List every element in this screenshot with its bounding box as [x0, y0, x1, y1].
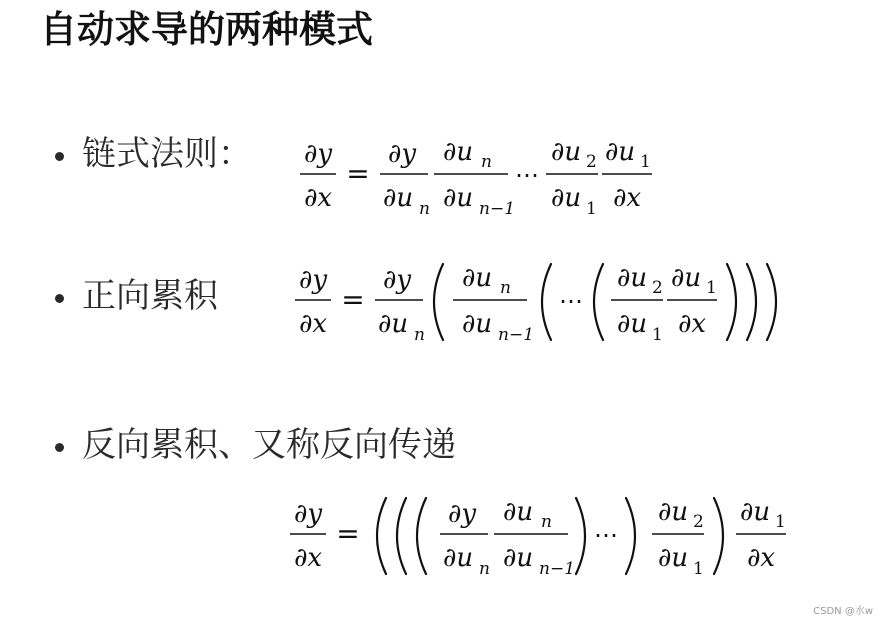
formula-sub-n-minus-1: n−1: [479, 199, 516, 219]
formula-forward-accumulation: [295, 258, 795, 348]
formula-sub-n-minus-1: n−1: [539, 559, 576, 579]
parenthesis: [576, 498, 585, 574]
formula-dx: ∂x: [293, 543, 323, 573]
formula-du: ∂u: [739, 497, 771, 527]
bullet-reverse-accumulation: [55, 443, 64, 452]
formula-du: ∂u: [657, 543, 689, 573]
formula-sub-n: n: [481, 152, 492, 172]
formula-sub-1: 1: [706, 278, 717, 298]
formula-du: ∂u: [461, 263, 493, 293]
formula-dx: ∂x: [612, 183, 642, 213]
formula-sub-n: n: [419, 199, 430, 219]
formula-du: ∂u: [550, 183, 582, 213]
formula-du: ∂u: [502, 497, 534, 527]
parenthesis: [714, 498, 723, 574]
formula-du: ∂u: [442, 183, 474, 213]
formula-sub-n: n: [414, 325, 425, 345]
bullet-chain-rule: [55, 152, 64, 161]
formula-chain-rule: [300, 132, 660, 217]
formula-dy: ∂y: [387, 139, 417, 169]
formula-dx: ∂x: [746, 543, 776, 573]
parenthesis: [434, 264, 443, 340]
formula-du: ∂u: [670, 263, 702, 293]
formula-du: ∂u: [502, 543, 534, 573]
formula-sub-1: 1: [775, 512, 786, 532]
formula-sub-1: 1: [586, 199, 597, 219]
formula-sub-n: n: [500, 278, 511, 298]
parenthesis: [594, 264, 603, 340]
formula-sub-2: 2: [652, 278, 663, 298]
formula-sub-n: n: [479, 559, 490, 579]
equals-sign: =: [346, 157, 370, 190]
label-forward-accumulation: 正向累积: [82, 276, 218, 316]
frac-dy-numerator: ∂y: [303, 139, 333, 169]
formula-dy: ∂y: [298, 265, 328, 295]
formula-du: ∂u: [604, 137, 636, 167]
formula-du: ∂u: [550, 137, 582, 167]
label-reverse-accumulation: 反向累积、又称反向传递: [82, 425, 456, 465]
label-chain-rule: 链式法则：: [82, 134, 252, 174]
formula-du: ∂u: [461, 309, 493, 339]
watermark: CSDN @水w: [813, 606, 873, 617]
formula-eq: =: [336, 517, 360, 550]
formula-sub-n-minus-1: n−1: [498, 325, 535, 345]
formula-du: ∂u: [382, 183, 414, 213]
formula-sub-2: 2: [586, 152, 597, 172]
formula-du: ∂u: [442, 137, 474, 167]
formula-dy: ∂y: [447, 499, 477, 529]
bullet-forward-accumulation: [55, 294, 64, 303]
ellipsis: ⋯: [515, 161, 539, 189]
parenthesis: [417, 498, 426, 574]
formula-sub-1: 1: [640, 152, 651, 172]
formula-dy: ∂y: [382, 265, 412, 295]
parenthesis: [767, 264, 776, 340]
formula-reverse-accumulation: [290, 492, 790, 582]
parenthesis: [626, 498, 635, 574]
formula-du: ∂u: [442, 543, 474, 573]
parenthesis: [397, 498, 406, 574]
parenthesis: [747, 264, 756, 340]
formula-dots: ⋯: [594, 521, 618, 549]
formula-du: ∂u: [616, 263, 648, 293]
parenthesis: [727, 264, 736, 340]
formula-dx: ∂x: [677, 309, 707, 339]
formula-sub-1: 1: [693, 559, 704, 579]
formula-sub-n: n: [541, 512, 552, 532]
formula-dy: ∂y: [293, 499, 323, 529]
parenthesis: [377, 498, 386, 574]
formula-du: ∂u: [377, 309, 409, 339]
formula-du: ∂u: [657, 497, 689, 527]
page-title: 自动求导的两种模式: [40, 8, 373, 51]
formula-du: ∂u: [616, 309, 648, 339]
formula-dots: ⋯: [559, 287, 583, 315]
parenthesis: [542, 264, 551, 340]
frac-dx-denominator: ∂x: [303, 183, 333, 213]
formula-eq: =: [341, 283, 365, 316]
formula-dx: ∂x: [298, 309, 328, 339]
formula-sub-1: 1: [652, 325, 663, 345]
formula-sub-2: 2: [693, 512, 704, 532]
